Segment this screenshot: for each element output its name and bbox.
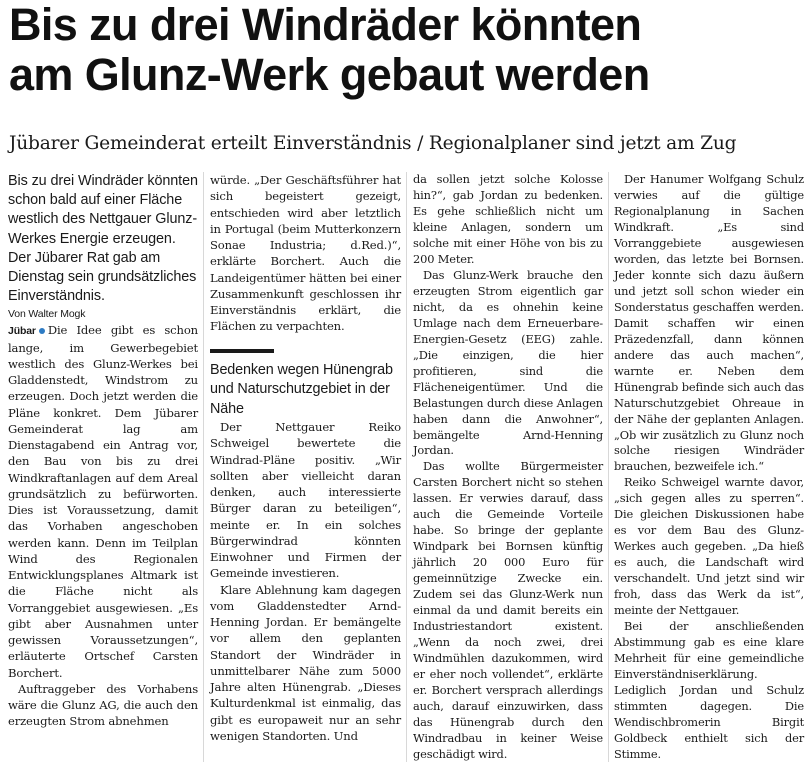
article-paragraph: Der Nettgauer Reiko Schweigel bewertete die Windrad-Pläne positiv. „Wir sollten aber vielleicht daran denken, auch interessierte Bürger daran zu beteiligen“, meinte er. In ein solches Bürgerwindrad könnten Einwohner und Firmen der Gemeinde investieren. xyxy=(210,420,401,581)
column-divider xyxy=(203,172,204,762)
column-divider xyxy=(608,172,609,762)
article-paragraph: Der Hanumer Wolfgang Schulz verwies auf die gültige Regionalplanung in Sachen Windkraft. „Es sind Vorranggebiete ausgewiesen worden, das letzte bei Bornsen. Jeder konnte sich dazu äußern und jetzt soll schon wieder ein Sonderstatus geschaffen werden. Damit schaffen wir einen Präzedenzfall, dann können andere das auch machen“, warnte er. Neben dem Hünengrab befinde sich auch das Naturschutzgebiet Ohreaue in der Nähe der geplanten Anlagen. „Ob wir zusätzlich zu Glunz noch solche riesigen Windräder brauchen, bezweifele ich.“ xyxy=(614,172,804,474)
subheading-rule xyxy=(210,349,274,353)
article-column-4 xyxy=(614,172,804,763)
article-paragraph: Das wollte Bürgermeister Carsten Borchert nicht so stehen lassen. Er verwies darauf, dass auch die Gemeinde Vorteile habe. So bringe der geplante Windpark bei Bornsen künftig jährlich 20 000 Euro für gemeinnützige Zwecke ein. Zudem sei das Glunz-Werk nun einmal da und damit bereits ein Industriestandort existent. „Wenn da noch zwei, drei Windmühlen dazukommen, wird er eher noch vollendet“, erklärte er. Borchert versprach allerdings auch, darauf einzuwirken, dass das Hünengrab durch den Windradbau in keiner Weise geschädigt wird. xyxy=(413,459,603,761)
article-paragraph: Klare Ablehnung kam dagegen vom Gladdenstedter Arnd-Henning Jordan. Er bemängelte vor allem den geplanten Standort der Windräder in unmittelbarer Nähe zum 5000 Jahre alten Hünengrab. „Dieses Kulturdenkmal ist einmalig, das gibt es europaweit nur an sehr wenigen Standorten. Und xyxy=(210,582,401,743)
article-paragraph: da sollen jetzt solche Kolosse hin?“, gab Jordan zu bedenken. Es gehe schließlich nicht um kleine Anlagen, sondern um solche mit einer Höhe von bis zu 200 Meter. xyxy=(413,172,603,266)
article-column-2 xyxy=(210,172,401,744)
headline-line-2: am Glunz-Werk gebaut werden xyxy=(9,49,650,100)
article-paragraph: Bei der anschließenden Abstimmung gab es eine klare Mehrheit für eine gemeindliche Einverständniserklärung. Lediglich Jordan und Schulz stimmten dagegen. Die Wendischbromerin Birgit Goldbeck enthielt sich der Stimme. xyxy=(614,619,804,761)
article-headline xyxy=(9,0,799,100)
article-paragraph: würde. „Der Geschäftsführer hat sich begeistert gezeigt, entschieden wird aber letztlich in Portugal (beim Mutterkonzern Sonae Industria; d.Red.)“, erklärte Borchert. Auch die Landeigentümer hätten bei einer Zusammenkunft geschlossen ihr Einverständnis erklärt, die Flächen zu verpachten. xyxy=(210,173,401,334)
dateline-dot-icon xyxy=(39,328,45,334)
headline-line-1: Bis zu drei Windräder könnten xyxy=(9,0,642,50)
paragraph-text: Die Idee gibt es schon lange, im Gewerbegebiet westlich des Glunz-Werkes bei Gladdenstedt, Windstrom zu erzeugen. Doch jetzt werden die Pläne konkret. Dem Jübarer Gemeinderat lag am Dienstagabend ein Antrag vor, den Bau von bis zu drei Windkraftanlagen auf dem Areal grundsätzlich zu befürworten. Dies ist Voraussetzung, damit das Vorhaben angeschoben werden kann. Denn im Teilplan Wind des Regionalen Entwicklungsplanes Altmark ist die Fläche nicht als Vorranggebiet ausgewiesen. „Es gibt aber Ausnahmen unter gewissen Voraussetzungen“, erläuterte Ortschef Carsten Borchert. xyxy=(8,323,198,680)
article-column-1 xyxy=(8,172,198,730)
article-subhead: Jübarer Gemeinderat erteilt Einverständnis / Regionalplaner sind jetzt am Zug xyxy=(9,133,737,154)
article-column-3 xyxy=(413,172,603,763)
dateline-place: Jübar xyxy=(8,325,36,338)
article-paragraph: Reiko Schweigel warnte davor, „sich gegen alles zu sperren“. Die gleichen Diskussionen habe es vor dem Bau des Glunz-Werkes auch gegeben. „Da hieß es auch, die Landschaft wird verschandelt. Und jetzt sind wir froh, dass das Werk da ist“, meinte der Nettgauer. xyxy=(614,475,804,618)
column-divider xyxy=(406,172,407,762)
article-lead: Bis zu drei Windräder könnten schon bald auf einer Fläche westlich des Nettgauer Glunz-Werkes Energie erzeugen. Der Jübarer Rat gab am Dienstag sein grundsätzliches Einverständnis. xyxy=(8,173,198,305)
article-paragraph: Auftraggeber des Vorhabens wäre die Glunz AG, die auch den erzeugten Strom abnehmen xyxy=(8,681,198,729)
article-paragraph xyxy=(8,322,198,681)
article-byline: Von Walter Mogk xyxy=(8,308,86,321)
article-subheading: Bedenken wegen Hünengrab und Naturschutzgebiet in der Nähe xyxy=(210,361,393,417)
article-paragraph: Das Glunz-Werk brauche den erzeugten Strom eigentlich gar nicht, da es ohnehin keine Umlage nach dem Erneuerbare-Energien-Gesetz (EEG) zahle. „Die einzigen, die hier profitieren, sind die Flächeneigentümer. Und die Belastungen durch diese Anlagen haben dann die Anwohner“, bemängelte Arnd-Henning Jordan. xyxy=(413,267,603,458)
